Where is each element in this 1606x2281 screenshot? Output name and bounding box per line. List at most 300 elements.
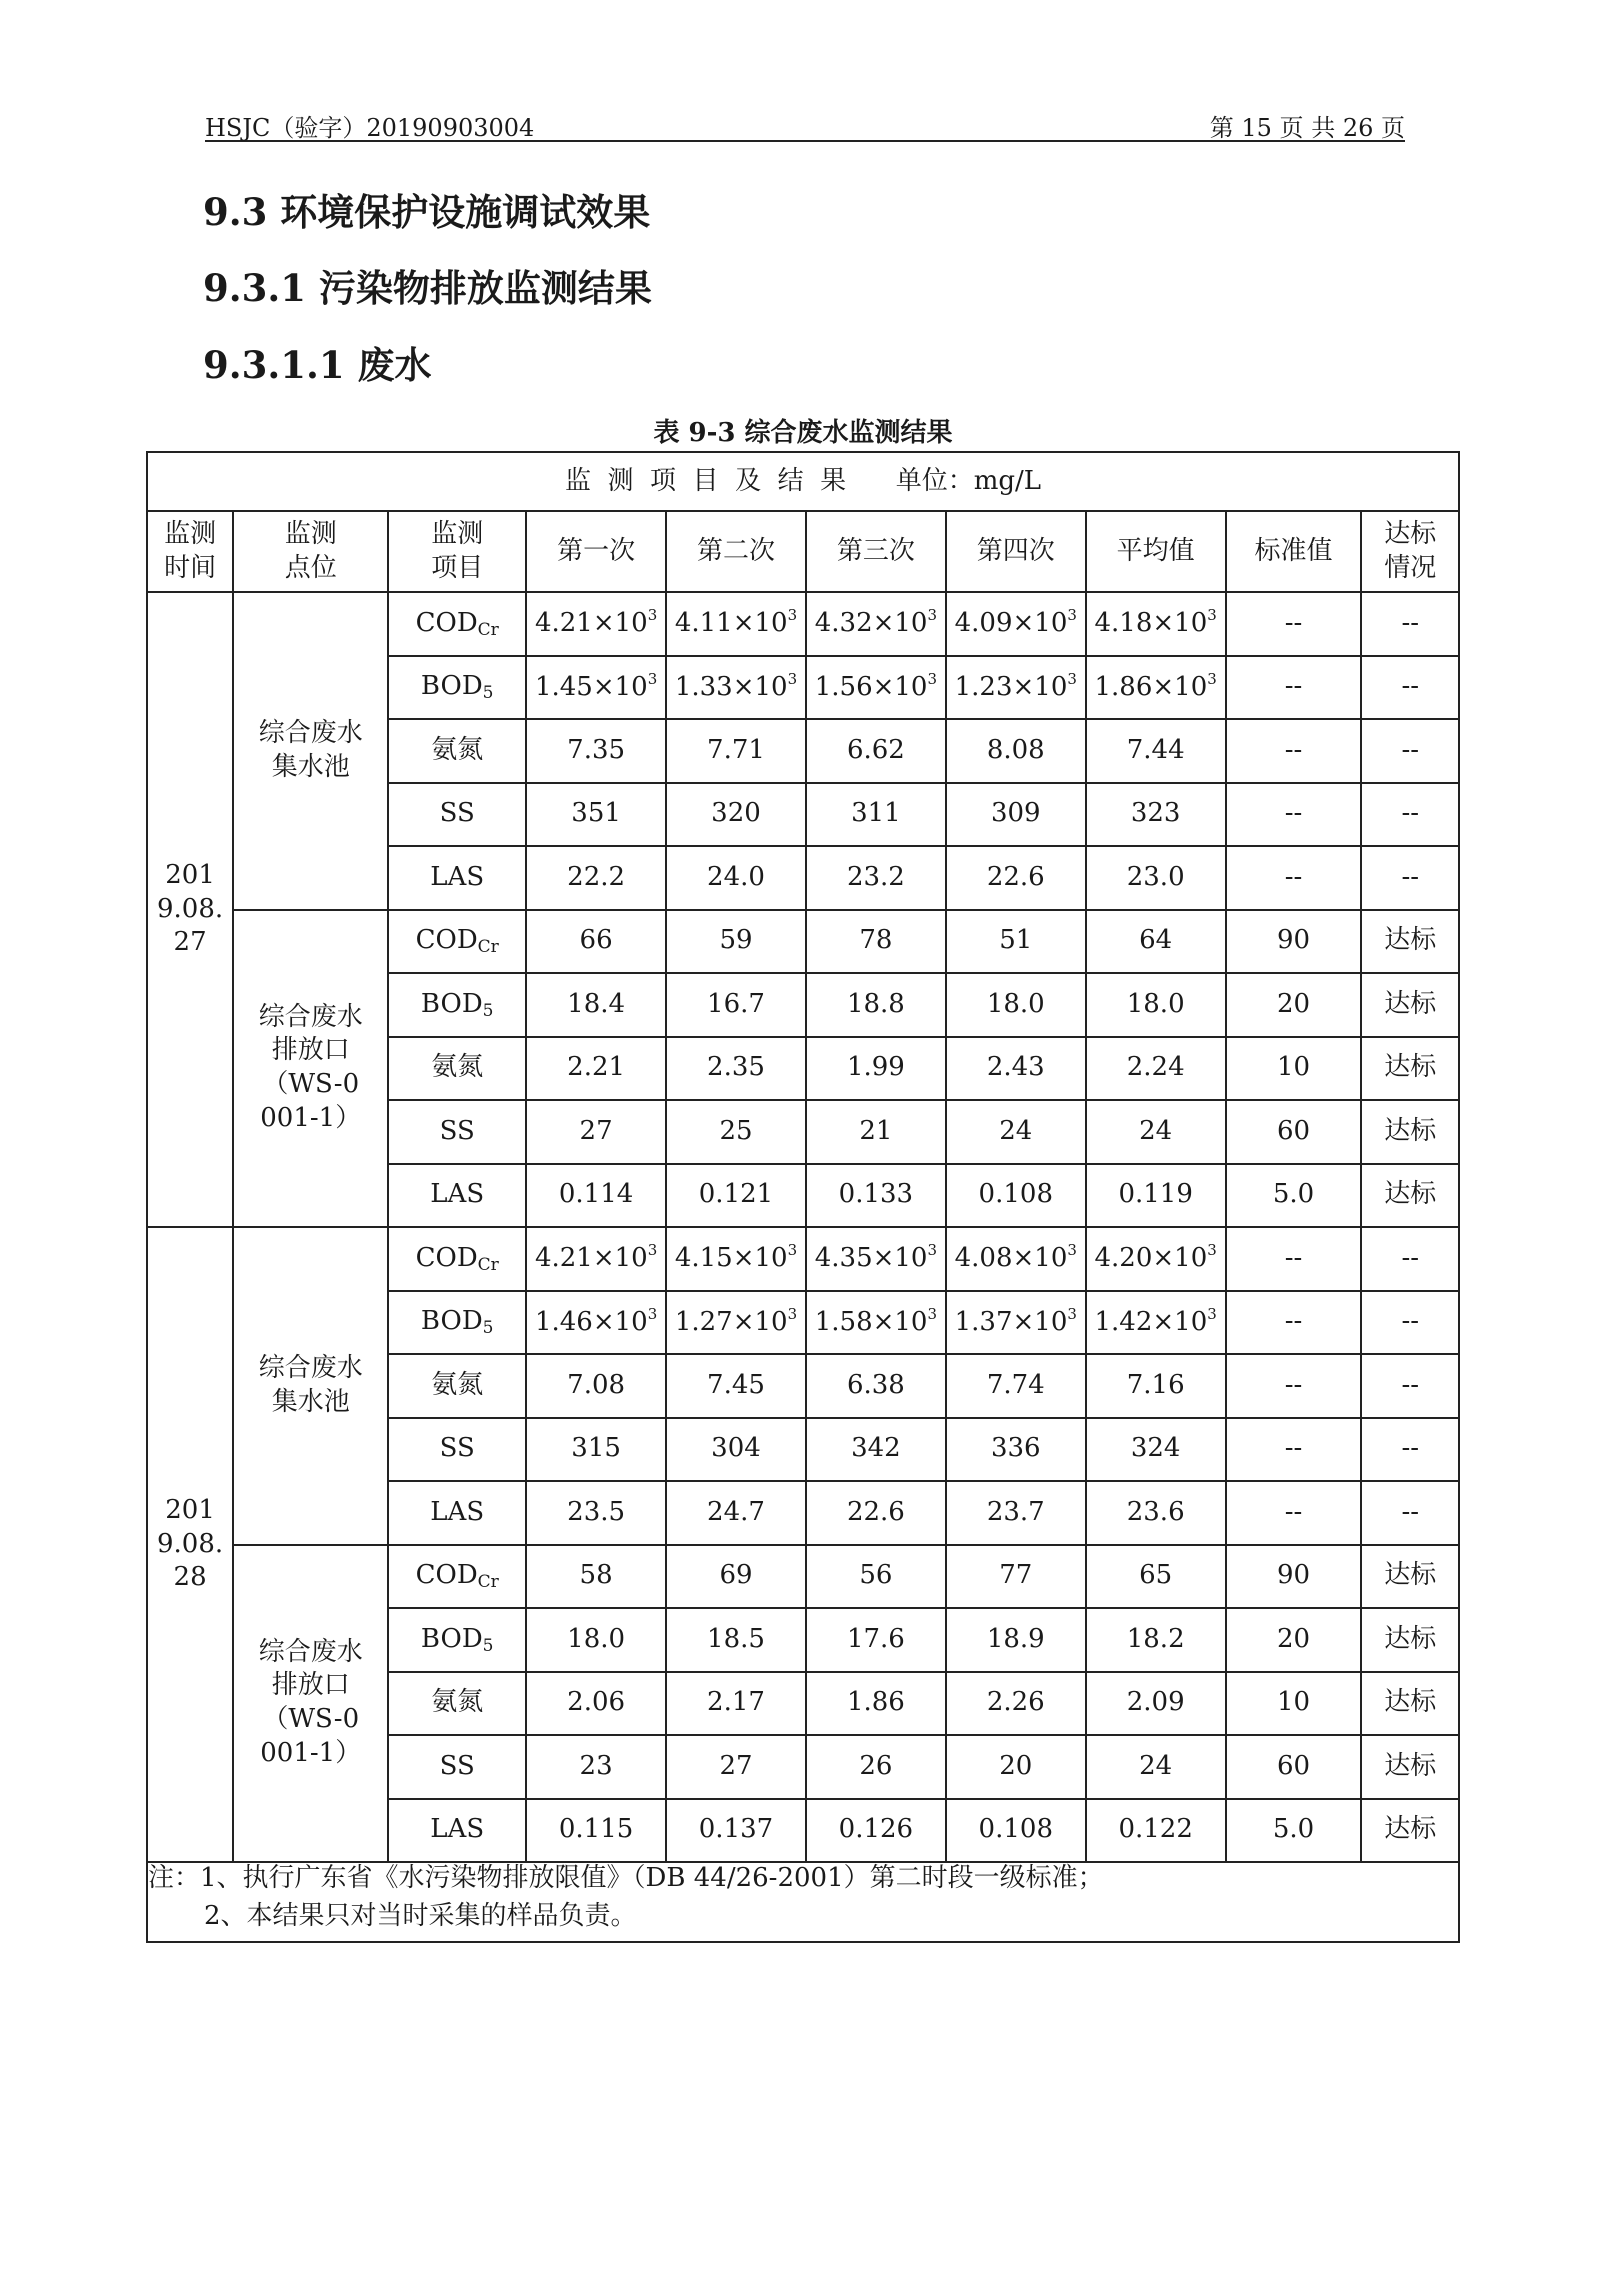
result-value — [1086, 1291, 1226, 1355]
value-mantissa: 18.5 — [707, 1623, 765, 1654]
monitoring-item — [388, 1037, 526, 1101]
result-value — [806, 1227, 946, 1291]
result-value — [526, 1418, 666, 1482]
column-header: 标准值 — [1226, 511, 1362, 592]
value-exponent: 3 — [1067, 1304, 1077, 1323]
result-value — [946, 973, 1086, 1037]
standard-value: -- — [1226, 783, 1362, 847]
compliance-status: -- — [1361, 1481, 1459, 1545]
compliance-status: -- — [1361, 592, 1459, 656]
result-value — [946, 1291, 1086, 1355]
result-value — [806, 1037, 946, 1101]
value-exponent: 3 — [927, 1304, 938, 1323]
value-mantissa: 2.24 — [1126, 1052, 1185, 1083]
monitoring-item — [388, 783, 526, 847]
value-exponent: 3 — [787, 669, 798, 688]
wastewater-results-table — [146, 451, 1460, 1863]
standard-value: 10 — [1226, 1037, 1362, 1101]
value-mantissa: 309 — [990, 798, 1041, 829]
value-mantissa: 0.126 — [838, 1814, 914, 1845]
value-exponent: 3 — [927, 1241, 938, 1260]
compliance-status: 达标 — [1361, 1545, 1459, 1609]
monitoring-item — [388, 719, 526, 783]
result-value — [526, 1608, 666, 1672]
result-value — [666, 1418, 806, 1482]
result-value — [1086, 1672, 1226, 1736]
value-exponent: 3 — [1207, 606, 1217, 625]
result-value — [1086, 846, 1226, 910]
result-value — [666, 1164, 806, 1228]
value-exponent: 3 — [647, 669, 658, 688]
compliance-status: 达标 — [1361, 973, 1459, 1037]
value-mantissa: 23.0 — [1126, 861, 1185, 892]
item-name: COD — [415, 607, 478, 638]
value-mantissa: 18.2 — [1126, 1623, 1185, 1654]
monitoring-item — [388, 1672, 526, 1736]
value-mantissa: 323 — [1130, 798, 1181, 829]
value-mantissa: 1.58×10 — [814, 1306, 928, 1337]
value-mantissa: 18.0 — [986, 988, 1045, 1019]
compliance-status: -- — [1361, 719, 1459, 783]
result-value — [526, 1164, 666, 1228]
item-name: SS — [439, 1433, 475, 1464]
value-mantissa: 1.99 — [846, 1052, 905, 1083]
value-mantissa: 320 — [711, 798, 761, 829]
value-mantissa: 56 — [859, 1560, 893, 1591]
result-value — [806, 910, 946, 974]
value-mantissa: 24 — [999, 1115, 1033, 1146]
compliance-status: 达标 — [1361, 1037, 1459, 1101]
section-heading-9-3-1-1: 9.3.1.1 废水 — [203, 343, 432, 387]
value-mantissa: 23.7 — [986, 1496, 1045, 1527]
compliance-status: 达标 — [1361, 1672, 1459, 1736]
value-mantissa: 27 — [719, 1750, 753, 1781]
value-exponent: 3 — [927, 669, 938, 688]
value-mantissa: 4.11×10 — [674, 608, 788, 639]
value-mantissa: 7.45 — [707, 1369, 765, 1400]
result-value — [946, 1672, 1086, 1736]
section-heading-9-3-1: 9.3.1 污染物排放监测结果 — [203, 266, 652, 310]
result-value — [666, 1481, 806, 1545]
standard-value: 20 — [1226, 1608, 1362, 1672]
result-value — [526, 1227, 666, 1291]
result-value — [1086, 1545, 1226, 1609]
result-value — [946, 1227, 1086, 1291]
monitoring-item — [388, 1799, 526, 1863]
monitoring-item — [388, 1608, 526, 1672]
result-value — [806, 1164, 946, 1228]
value-exponent: 3 — [787, 1241, 798, 1260]
result-value — [1086, 1481, 1226, 1545]
result-value — [666, 719, 806, 783]
result-value — [1086, 1164, 1226, 1228]
column-header: 监测点位 — [233, 511, 388, 592]
item-name: COD — [415, 1560, 478, 1591]
result-value — [806, 783, 946, 847]
value-exponent: 3 — [1067, 669, 1077, 688]
monitoring-item — [388, 656, 526, 720]
standard-value: 10 — [1226, 1672, 1362, 1736]
result-value — [526, 1100, 666, 1164]
item-name: SS — [439, 1750, 475, 1781]
monitoring-item — [388, 1291, 526, 1355]
result-value — [806, 1672, 946, 1736]
value-mantissa: 7.71 — [707, 734, 765, 765]
note-line: 注：1、执行广东省《水污染物排放限值》（DB 44/26-2001）第二时段一级标准； — [148, 1863, 1104, 1893]
value-exponent: 3 — [787, 606, 798, 625]
result-value — [526, 973, 666, 1037]
compliance-status: -- — [1361, 1227, 1459, 1291]
result-value — [526, 592, 666, 656]
page-header — [205, 108, 1405, 142]
monitoring-item — [388, 1354, 526, 1418]
value-mantissa: 7.35 — [567, 734, 626, 765]
result-value — [806, 592, 946, 656]
value-mantissa: 0.133 — [838, 1179, 914, 1210]
monitoring-item — [388, 1227, 526, 1291]
result-value — [666, 1100, 806, 1164]
result-value — [1086, 656, 1226, 720]
result-value — [1086, 1037, 1226, 1101]
compliance-status: -- — [1361, 1418, 1459, 1482]
column-header: 第一次 — [526, 511, 666, 592]
result-value — [666, 1354, 806, 1418]
column-header: 第二次 — [666, 511, 806, 592]
value-exponent: 3 — [647, 1241, 658, 1260]
result-value — [946, 1418, 1086, 1482]
result-value — [666, 1735, 806, 1799]
result-value — [1086, 1735, 1226, 1799]
standard-value: -- — [1226, 656, 1362, 720]
item-name: COD — [415, 1242, 478, 1273]
value-mantissa: 0.137 — [698, 1814, 774, 1845]
value-mantissa: 0.114 — [558, 1179, 634, 1210]
result-value — [946, 1481, 1086, 1545]
result-value — [806, 1481, 946, 1545]
value-mantissa: 16.7 — [707, 988, 765, 1019]
result-value — [946, 1735, 1086, 1799]
monitoring-item — [388, 592, 526, 656]
value-mantissa: 324 — [1130, 1433, 1181, 1464]
result-value — [806, 1545, 946, 1609]
compliance-status: 达标 — [1361, 1100, 1459, 1164]
result-value — [806, 1418, 946, 1482]
result-value — [526, 910, 666, 974]
result-value — [946, 1545, 1086, 1609]
value-mantissa: 2.06 — [567, 1687, 626, 1718]
result-value — [946, 910, 1086, 974]
value-mantissa: 7.16 — [1126, 1369, 1185, 1400]
value-mantissa: 4.08×10 — [954, 1243, 1068, 1274]
value-mantissa: 0.108 — [978, 1814, 1053, 1845]
item-name: 氨氮 — [431, 734, 484, 765]
table-caption: 表 9-3 综合废水监测结果 — [653, 418, 953, 448]
value-mantissa: 23.5 — [567, 1496, 626, 1527]
result-value — [666, 1545, 806, 1609]
result-value — [666, 1799, 806, 1863]
compliance-status: 达标 — [1361, 1164, 1459, 1228]
page-number: 第 15 页 共 26 页 — [1209, 114, 1405, 142]
value-exponent: 3 — [1207, 1241, 1217, 1260]
result-value — [946, 1037, 1086, 1101]
value-mantissa: 23.2 — [846, 861, 905, 892]
value-mantissa: 69 — [719, 1560, 753, 1591]
value-exponent: 3 — [1067, 606, 1077, 625]
result-value — [666, 910, 806, 974]
value-mantissa: 27 — [579, 1115, 613, 1146]
result-value — [806, 656, 946, 720]
table-row — [147, 1227, 1459, 1291]
item-name: BOD — [420, 671, 483, 702]
item-name: BOD — [420, 1306, 483, 1337]
value-mantissa: 25 — [719, 1115, 753, 1146]
value-mantissa: 22.6 — [986, 861, 1045, 892]
item-subscript: 5 — [482, 1635, 494, 1656]
table-row — [147, 592, 1459, 656]
compliance-status: -- — [1361, 846, 1459, 910]
monitoring-date: 2019.08.27 — [147, 592, 233, 1227]
item-subscript: 5 — [482, 1000, 494, 1021]
item-name: 氨氮 — [431, 1687, 484, 1718]
value-exponent: 3 — [647, 606, 658, 625]
result-value — [1086, 910, 1226, 974]
item-subscript: Cr — [477, 1572, 499, 1593]
monitoring-item — [388, 846, 526, 910]
value-mantissa: 7.08 — [567, 1369, 626, 1400]
monitoring-item — [388, 1164, 526, 1228]
result-value — [946, 1799, 1086, 1863]
standard-value: 5.0 — [1226, 1799, 1362, 1863]
item-name: 氨氮 — [431, 1369, 484, 1400]
value-mantissa: 1.37×10 — [954, 1306, 1068, 1337]
table-header-row — [147, 511, 1459, 592]
standard-value: 60 — [1226, 1100, 1362, 1164]
value-mantissa: 2.35 — [707, 1052, 765, 1083]
result-value — [946, 592, 1086, 656]
result-value — [806, 973, 946, 1037]
item-subscript: 5 — [482, 1318, 494, 1339]
value-mantissa: 2.43 — [986, 1052, 1045, 1083]
standard-value: -- — [1226, 719, 1362, 783]
value-mantissa: 304 — [711, 1433, 761, 1464]
standard-value: -- — [1226, 1227, 1362, 1291]
table-top-label: 监 测 项 目 及 结 果 单位：mg/L — [147, 452, 1459, 511]
result-value — [946, 1608, 1086, 1672]
document-number: HSJC（验字）20190903004 — [205, 114, 535, 142]
result-value — [526, 1672, 666, 1736]
value-mantissa: 1.33×10 — [674, 671, 788, 702]
value-mantissa: 2.26 — [986, 1687, 1045, 1718]
standard-value: 20 — [1226, 973, 1362, 1037]
value-mantissa: 315 — [571, 1433, 621, 1464]
value-mantissa: 0.121 — [698, 1179, 774, 1210]
result-value — [806, 1354, 946, 1418]
result-value — [806, 1799, 946, 1863]
table-row — [147, 1545, 1459, 1609]
value-mantissa: 24 — [1139, 1750, 1173, 1781]
value-mantissa: 1.56×10 — [814, 671, 928, 702]
item-subscript: Cr — [477, 619, 499, 640]
item-name: LAS — [430, 861, 485, 892]
result-value — [946, 1354, 1086, 1418]
value-mantissa: 4.20×10 — [1094, 1243, 1208, 1274]
value-mantissa: 4.21×10 — [534, 608, 648, 639]
value-mantissa: 4.18×10 — [1094, 608, 1208, 639]
compliance-status: -- — [1361, 783, 1459, 847]
standard-value: -- — [1226, 1418, 1362, 1482]
item-name: BOD — [420, 1623, 483, 1654]
column-header: 第四次 — [946, 511, 1086, 592]
result-value — [1086, 1418, 1226, 1482]
value-mantissa: 23 — [579, 1750, 613, 1781]
value-mantissa: 78 — [859, 925, 893, 956]
value-mantissa: 22.6 — [846, 1496, 905, 1527]
standard-value: -- — [1226, 1354, 1362, 1418]
value-mantissa: 7.44 — [1126, 734, 1185, 765]
value-mantissa: 1.45×10 — [534, 671, 648, 702]
compliance-status: 达标 — [1361, 1799, 1459, 1863]
result-value — [946, 846, 1086, 910]
compliance-status: -- — [1361, 1291, 1459, 1355]
compliance-status: 达标 — [1361, 1608, 1459, 1672]
value-mantissa: 18.9 — [986, 1623, 1045, 1654]
standard-value: 90 — [1226, 1545, 1362, 1609]
item-subscript: Cr — [477, 1254, 499, 1275]
item-name: BOD — [420, 988, 483, 1019]
result-value — [806, 846, 946, 910]
value-exponent: 3 — [647, 1304, 658, 1323]
value-mantissa: 4.32×10 — [814, 608, 928, 639]
result-value — [946, 1100, 1086, 1164]
value-mantissa: 58 — [579, 1560, 613, 1591]
standard-value: -- — [1226, 592, 1362, 656]
value-mantissa: 351 — [571, 798, 621, 829]
value-mantissa: 59 — [719, 925, 753, 956]
value-mantissa: 1.42×10 — [1094, 1306, 1208, 1337]
result-value — [666, 592, 806, 656]
result-value — [666, 1608, 806, 1672]
item-subscript: 5 — [482, 683, 494, 704]
result-value — [526, 1481, 666, 1545]
monitoring-item — [388, 1418, 526, 1482]
result-value — [666, 846, 806, 910]
compliance-status: -- — [1361, 656, 1459, 720]
value-mantissa: 4.35×10 — [814, 1243, 928, 1274]
value-exponent: 3 — [1207, 1304, 1217, 1323]
monitoring-item — [388, 910, 526, 974]
value-mantissa: 1.86×10 — [1094, 671, 1208, 702]
item-name: LAS — [430, 1814, 485, 1845]
value-mantissa: 0.108 — [978, 1179, 1053, 1210]
value-mantissa: 2.09 — [1126, 1687, 1185, 1718]
result-value — [806, 719, 946, 783]
item-name: SS — [439, 1115, 475, 1146]
value-mantissa: 4.15×10 — [674, 1243, 788, 1274]
standard-value: 60 — [1226, 1735, 1362, 1799]
value-mantissa: 24 — [1139, 1115, 1173, 1146]
compliance-status: 达标 — [1361, 910, 1459, 974]
monitoring-site: 综合废水排放口（WS-0001-1） — [233, 1545, 388, 1863]
monitoring-item — [388, 1100, 526, 1164]
value-mantissa: 18.8 — [846, 988, 905, 1019]
value-mantissa: 18.0 — [567, 1623, 626, 1654]
value-mantissa: 24.7 — [707, 1496, 765, 1527]
result-value — [526, 656, 666, 720]
value-mantissa: 4.21×10 — [534, 1243, 648, 1274]
value-mantissa: 64 — [1139, 925, 1173, 956]
column-header: 平均值 — [1086, 511, 1226, 592]
table-row — [147, 910, 1459, 974]
standard-value: -- — [1226, 1481, 1362, 1545]
value-exponent: 3 — [1207, 669, 1217, 688]
result-value — [946, 719, 1086, 783]
result-value — [526, 1037, 666, 1101]
value-mantissa: 1.86 — [846, 1687, 905, 1718]
compliance-status: 达标 — [1361, 1735, 1459, 1799]
standard-value: 5.0 — [1226, 1164, 1362, 1228]
item-name: LAS — [430, 1179, 485, 1210]
value-mantissa: 1.27×10 — [674, 1306, 788, 1337]
value-mantissa: 20 — [999, 1750, 1033, 1781]
monitoring-site: 综合废水集水池 — [233, 592, 388, 910]
value-mantissa: 65 — [1139, 1560, 1173, 1591]
result-value — [666, 973, 806, 1037]
result-value — [526, 1354, 666, 1418]
value-mantissa: 336 — [990, 1433, 1041, 1464]
result-value — [1086, 1227, 1226, 1291]
result-value — [526, 1799, 666, 1863]
item-name: LAS — [430, 1496, 485, 1527]
value-mantissa: 21 — [859, 1115, 893, 1146]
result-value — [526, 1545, 666, 1609]
value-mantissa: 311 — [851, 798, 901, 829]
result-value — [526, 846, 666, 910]
result-value — [1086, 783, 1226, 847]
value-mantissa: 77 — [999, 1560, 1033, 1591]
result-value — [806, 1735, 946, 1799]
value-exponent: 3 — [787, 1304, 798, 1323]
value-mantissa: 51 — [999, 925, 1033, 956]
result-value — [526, 783, 666, 847]
column-header: 监测时间 — [147, 511, 233, 592]
column-header: 达标情况 — [1361, 511, 1459, 592]
value-exponent: 3 — [927, 606, 938, 625]
value-mantissa: 1.23×10 — [954, 671, 1068, 702]
result-value — [806, 1100, 946, 1164]
result-value — [666, 783, 806, 847]
monitoring-site: 综合废水排放口（WS-0001-1） — [233, 910, 388, 1228]
value-mantissa: 6.62 — [846, 734, 905, 765]
value-mantissa: 8.08 — [986, 734, 1045, 765]
value-mantissa: 0.122 — [1118, 1814, 1193, 1845]
monitoring-item — [388, 1545, 526, 1609]
value-mantissa: 17.6 — [846, 1623, 905, 1654]
standard-value: -- — [1226, 846, 1362, 910]
result-value — [526, 1291, 666, 1355]
result-value — [666, 656, 806, 720]
value-mantissa: 4.09×10 — [954, 608, 1068, 639]
item-name: SS — [439, 798, 475, 829]
value-exponent: 3 — [1067, 1241, 1077, 1260]
standard-value: 90 — [1226, 910, 1362, 974]
value-mantissa: 342 — [851, 1433, 901, 1464]
column-header: 第三次 — [806, 511, 946, 592]
result-value — [526, 1735, 666, 1799]
column-header: 监测项目 — [388, 511, 526, 592]
value-mantissa: 1.46×10 — [534, 1306, 648, 1337]
result-value — [806, 1608, 946, 1672]
value-mantissa: 24.0 — [707, 861, 765, 892]
